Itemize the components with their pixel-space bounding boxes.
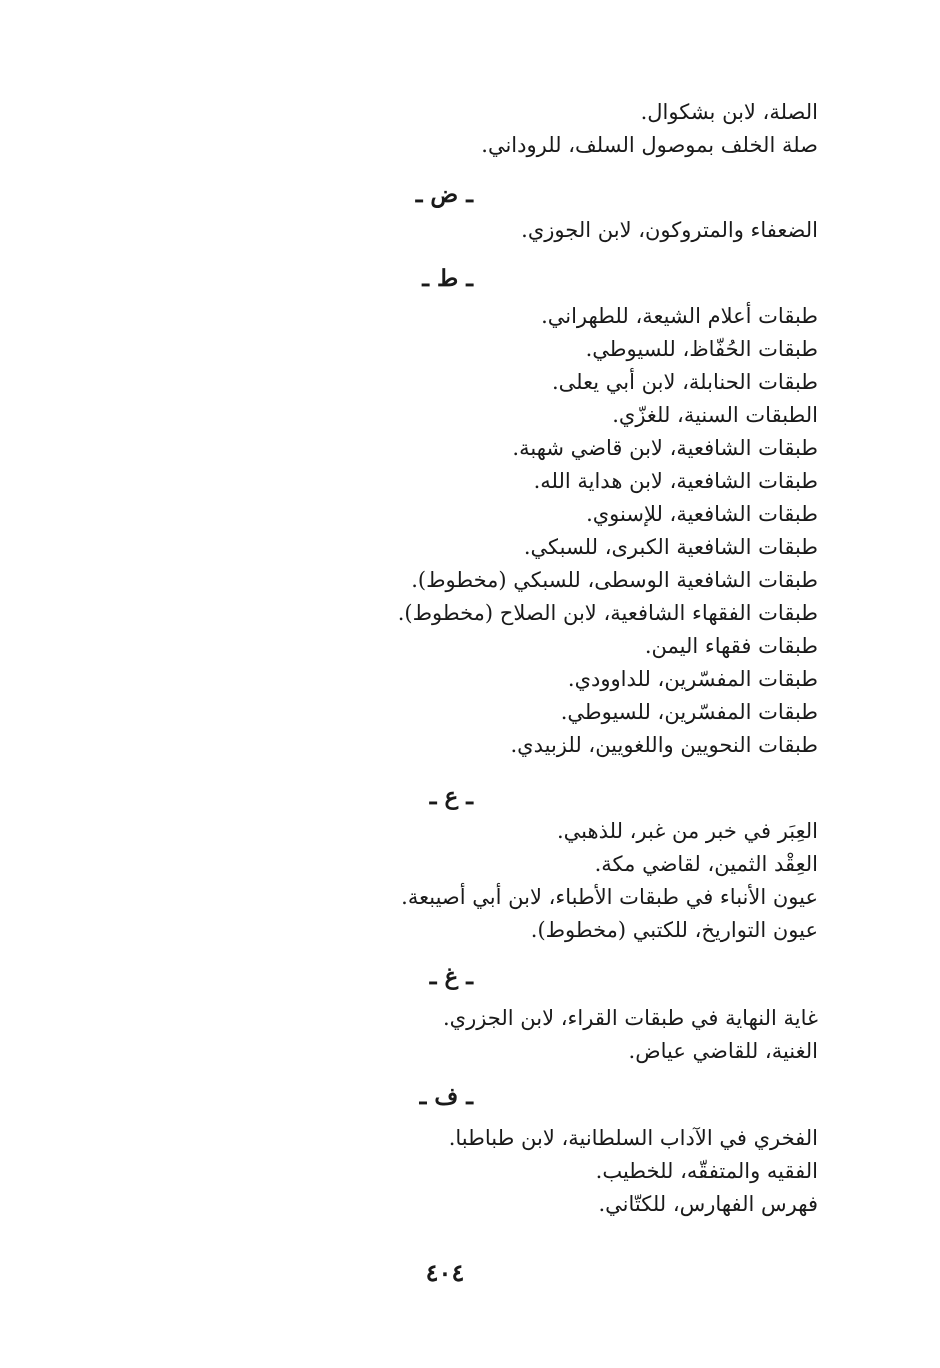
list-item: طبقات الشافعية الكبرى، للسبكي. (523, 535, 818, 559)
section-ghain-entries (358, 1002, 818, 1068)
list-item: طبقات النحويين واللغويين، للزبيدي. (510, 733, 818, 757)
list-item: الطبقات السنية، للغزّي. (612, 403, 818, 427)
list-item: طبقات الشافعية، لابن قاضي شهبة. (512, 436, 818, 460)
list-item: صلة الخلف بموصول السلف، للروداني. (481, 133, 818, 157)
list-item: غاية النهاية في طبقات القراء، لابن الجزري. (442, 1006, 818, 1030)
list-item: طبقات المفسّرين، للداوودي. (567, 667, 818, 691)
section-heading-ta-wrap (358, 262, 818, 296)
list-item: الغنية، للقاضي عياض. (628, 1039, 818, 1063)
list-item: الضعفاء والمتروكون، لابن الجوزي. (521, 218, 818, 242)
section-heading: ـ ف ـ (419, 1083, 473, 1110)
section-heading-dad-wrap (358, 178, 818, 212)
section-dad-entries (358, 214, 818, 247)
list-item: طبقات فقهاء اليمن. (644, 634, 818, 658)
list-item: عيون الأنباء في طبقات الأطباء، لابن أبي أصيبعة. (401, 885, 818, 909)
section-sad-continuation (358, 96, 818, 162)
list-item: طبقات أعلام الشيعة، للطهراني. (541, 304, 818, 328)
list-item: فهرس الفهارس، للكتّاني. (598, 1192, 818, 1216)
section-heading-ghain-wrap (358, 960, 818, 994)
list-item: العِبَر في خبر من غبر، للذهبي. (557, 819, 818, 843)
list-item: طبقات الحنابلة، لابن أبي يعلى. (552, 370, 818, 394)
list-item: طبقات الشافعية، للإسنوي. (586, 502, 818, 526)
list-item: طبقات الشافعية، لابن هداية الله. (533, 469, 818, 493)
list-item: طبقات الشافعية الوسطى، للسبكي (مخطوط). (411, 568, 818, 592)
section-heading: ـ غ ـ (429, 963, 473, 990)
list-item: الفخري في الآداب السلطانية، لابن طباطبا. (448, 1126, 818, 1150)
list-item: العِقْد الثمين، لقاضي مكة. (594, 852, 818, 876)
list-item: الفقيه والمتفقّه، للخطيب. (595, 1159, 818, 1183)
list-item: الصلة، لابن بشكوال. (640, 100, 818, 124)
section-heading-fa-wrap (358, 1080, 818, 1114)
section-ta-entries (358, 300, 818, 762)
section-heading: ـ ط ـ (422, 265, 473, 292)
list-item: طبقات المفسّرين، للسيوطي. (560, 700, 818, 724)
list-item: طبقات الحُفّاظ، للسيوطي. (585, 337, 818, 361)
section-heading: ـ ض ـ (415, 181, 473, 208)
section-ain-entries (358, 815, 818, 947)
section-fa-entries (358, 1122, 818, 1221)
list-item: طبقات الفقهاء الشافعية، لابن الصلاح (مخطوط). (397, 601, 818, 625)
section-heading: ـ ع ـ (429, 783, 473, 810)
section-heading-ain-wrap (358, 780, 818, 814)
list-item: عيون التواريخ، للكتبي (مخطوط). (530, 918, 818, 942)
page-number: ٤٠٤ (425, 1258, 465, 1287)
